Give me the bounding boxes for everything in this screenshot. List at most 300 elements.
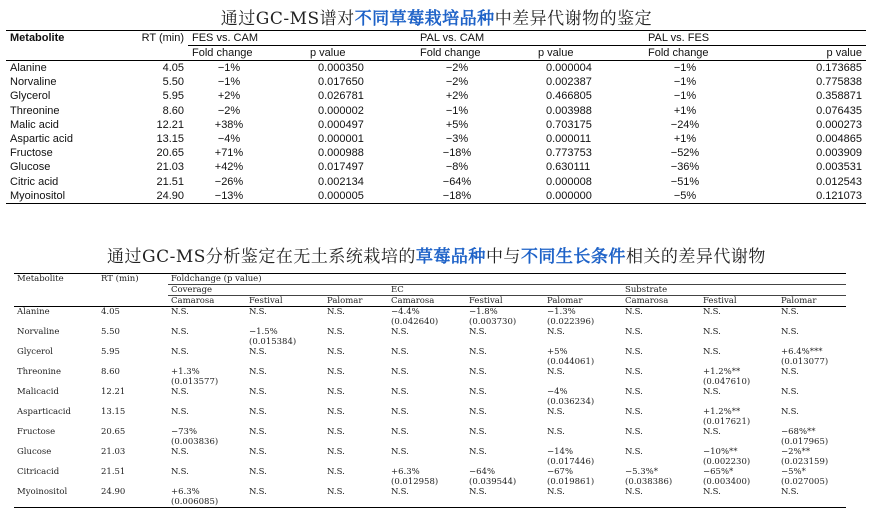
fold-change-value: N.S. [249,487,267,497]
fold-change-cell [246,427,324,447]
fold-change-cell [544,447,622,467]
table-row [6,175,866,189]
t2-header-cultivar: Camarosa [171,296,215,306]
fold-change-value: N.S. [171,387,189,397]
fold-change-value: N.S. [625,307,643,317]
fold-change-value: N.S. [171,447,189,457]
fold-change-value: N.S. [469,347,487,357]
table-row [6,75,866,89]
table-row [6,146,866,160]
fold-change-value: N.S. [391,327,409,337]
fold-change-value: N.S. [781,407,799,417]
retention-time: 12.21 [101,387,126,397]
p-value: 0.017497 [318,161,364,174]
fold-change-value: N.S. [781,367,799,377]
metabolite-name: Glucose [10,161,51,174]
fold-change-cell [778,307,846,327]
fold-change-value: +5% [547,347,568,357]
fold-change-cell [622,347,700,367]
fold-change-cell [544,467,622,487]
fold-change-cell [466,367,544,387]
fold-change-value: +2% [445,90,469,103]
p-value: (0.002230) [703,457,751,467]
fold-change-value: −8% [445,161,469,174]
fold-change-cell [466,467,544,487]
table2-header-row-1 [14,274,846,285]
table-row [6,89,866,103]
fold-change-cell [778,367,846,387]
p-value: 0.703175 [546,118,592,131]
fold-change-value: N.S. [327,367,345,377]
fold-change-cell [544,327,622,347]
metabolite-name: Citric acid [10,175,59,188]
fold-change-value: +38% [214,118,244,131]
table-row [14,407,846,427]
fold-change-cell [388,487,466,507]
p-value: (0.015384) [249,337,297,347]
fold-change-value: −2% [217,104,241,117]
fold-change-cell [544,487,622,507]
metabolite-name: Asparticacid [17,407,71,417]
fold-change-value: +1% [673,104,697,117]
fold-change-value: N.S. [391,347,409,357]
p-value: 0.003909 [816,147,862,160]
fold-change-cell [388,387,466,407]
p-value: 0.004865 [816,133,862,146]
fold-change-cell [700,367,778,387]
fold-change-value: −5%* [781,467,806,477]
fold-change-value: N.S. [249,407,267,417]
fold-change-cell [324,347,388,367]
fold-change-cell [466,387,544,407]
fold-change-value: N.S. [171,347,189,357]
p-value: (0.023159) [781,457,829,467]
fold-change-value: N.S. [249,447,267,457]
retention-time: 21.03 [156,161,184,174]
fold-change-cell [622,327,700,347]
p-value: 0.017650 [318,76,364,89]
fold-change-value: −52% [670,147,700,160]
fold-change-cell [324,387,388,407]
fold-change-cell [246,467,324,487]
retention-time: 4.05 [162,62,184,75]
metabolite-name: Malic acid [10,118,59,131]
metabolite-name: Aspartic acid [10,133,73,146]
fold-change-value: N.S. [703,327,721,337]
fold-change-value: N.S. [249,427,267,437]
fold-change-cell [700,487,778,507]
p-value: 0.000008 [546,175,592,188]
fold-change-cell [246,447,324,467]
table-row [14,427,846,447]
fold-change-value: N.S. [327,427,345,437]
retention-time: 5.95 [101,347,120,357]
fold-change-value: N.S. [703,387,721,397]
retention-time: 12.21 [156,118,184,131]
metabolite-table-growth-conditions [14,273,846,508]
retention-time: 21.51 [156,175,184,188]
fold-change-cell [324,487,388,507]
retention-time: 5.95 [162,90,184,103]
fold-change-value: N.S. [249,387,267,397]
p-value: 0.012543 [816,175,862,188]
fold-change-cell [324,327,388,347]
table-row [6,104,866,118]
t2-header-group-ec: EC [388,285,622,296]
p-value: (0.036234) [547,397,595,407]
fold-change-cell [324,427,388,447]
table-row [6,61,866,76]
fold-change-cell [700,447,778,467]
metabolite-name: Myoinositol [10,189,66,202]
retention-time: 20.65 [101,427,126,437]
header-group-pal-cam: PAL vs. CAM [416,31,644,46]
fold-change-cell [246,307,324,327]
table-row [14,447,846,467]
fold-change-value: −67% [547,467,574,477]
fold-change-value: N.S. [391,447,409,457]
table-row [14,367,846,387]
fold-change-value: N.S. [391,427,409,437]
header-p-value: p value [310,47,346,59]
fold-change-cell [168,407,246,427]
fold-change-value: N.S. [469,407,487,417]
p-value: 0.775838 [816,76,862,89]
fold-change-cell [622,427,700,447]
metabolite-name: Glycerol [10,90,51,103]
p-value: (0.047610) [703,377,751,387]
fold-change-cell [622,487,700,507]
fold-change-value: +1.2%** [703,407,741,417]
fold-change-cell [246,367,324,387]
title1-pre: 通过GC-MS谱对 [220,9,355,29]
metabolite-name: Malicacid [17,387,59,397]
fold-change-value: N.S. [391,487,409,497]
fold-change-value: −5.3%* [625,467,658,477]
header-fold-change: Fold change [420,47,481,59]
p-value: (0.013077) [781,357,829,367]
table-row [14,487,846,507]
fold-change-value: N.S. [547,327,565,337]
p-value: 0.000000 [546,189,592,202]
fold-change-value: −2% [445,62,469,75]
fold-change-cell [700,407,778,427]
p-value: 0.076435 [816,104,862,117]
fold-change-value: N.S. [703,307,721,317]
fold-change-cell [388,427,466,447]
fold-change-cell [544,307,622,327]
t2-header-cultivar: Camarosa [391,296,435,306]
fold-change-cell [168,427,246,447]
fold-change-cell [466,307,544,327]
p-value: 0.002134 [318,175,364,188]
p-value: 0.466805 [546,90,592,103]
retention-time: 8.60 [162,104,184,117]
fold-change-value: +6.3% [171,487,200,497]
fold-change-value: N.S. [547,407,565,417]
fold-change-cell [466,347,544,367]
fold-change-cell [388,407,466,427]
fold-change-cell [700,427,778,447]
p-value: (0.013577) [171,377,219,387]
fold-change-value: N.S. [327,447,345,457]
fold-change-value: −73% [171,427,198,437]
fold-change-value: −26% [214,175,244,188]
fold-change-cell [778,387,846,407]
fold-change-cell [168,307,246,327]
p-value: (0.038386) [625,477,673,487]
table-row [6,132,866,146]
p-value: 0.000988 [318,147,364,160]
fold-change-value: −14% [547,447,574,457]
fold-change-value: N.S. [781,487,799,497]
fold-change-cell [168,327,246,347]
fold-change-value: −2%** [781,447,811,457]
fold-change-cell [388,467,466,487]
header-fold-change: Fold change [192,47,253,59]
fold-change-value: N.S. [327,347,345,357]
fold-change-value: N.S. [547,367,565,377]
table-row [14,307,846,327]
fold-change-value: −51% [670,175,700,188]
fold-change-value: N.S. [703,487,721,497]
fold-change-value: N.S. [249,367,267,377]
p-value: 0.630111 [546,161,591,174]
p-value: (0.022396) [547,317,595,327]
p-value: (0.003400) [703,477,751,487]
fold-change-cell [466,427,544,447]
p-value: 0.000350 [318,62,364,75]
fold-change-value: N.S. [469,367,487,377]
title2-highlight-2: 不同生长条件 [520,247,626,267]
fold-change-value: N.S. [327,407,345,417]
p-value: 0.773753 [546,147,592,160]
t2-header-group-substrate: Substrate [622,285,846,296]
metabolite-name: Norvaline [10,76,57,89]
fold-change-value: N.S. [327,387,345,397]
fold-change-cell [778,467,846,487]
fold-change-value: −1.5% [249,327,278,337]
metabolite-name: Citricacid [17,467,60,477]
fold-change-value: N.S. [171,467,189,477]
fold-change-value: −4% [217,133,241,146]
fold-change-cell [246,347,324,367]
fold-change-value: N.S. [391,367,409,377]
p-value: (0.039544) [469,477,517,487]
fold-change-value: −2% [445,76,469,89]
fold-change-cell [168,447,246,467]
fold-change-cell [700,307,778,327]
t2-header-cultivar: Palomar [781,296,817,306]
fold-change-value: −13% [214,189,244,202]
fold-change-value: N.S. [249,347,267,357]
title2-mid: 中与 [485,247,521,267]
fold-change-cell [388,447,466,467]
fold-change-value: −1% [673,62,697,75]
fold-change-cell [622,467,700,487]
fold-change-cell [324,447,388,467]
fold-change-value: −68%** [781,427,816,437]
fold-change-value: −4% [547,387,568,397]
fold-change-cell [778,427,846,447]
fold-change-value: N.S. [625,387,643,397]
fold-change-cell [622,387,700,407]
table-row [6,118,866,132]
retention-time: 8.60 [101,367,120,377]
p-value: (0.017621) [703,417,751,427]
fold-change-value: −4.4% [391,307,420,317]
fold-change-value: −18% [442,189,472,202]
t2-header-cultivar: Festival [703,296,737,306]
fold-change-value: N.S. [547,487,565,497]
fold-change-value: N.S. [327,327,345,337]
fold-change-value: N.S. [703,347,721,357]
header-p-value: p value [826,47,862,59]
table-row [6,160,866,174]
table-row [14,387,846,407]
p-value: 0.358871 [816,90,862,103]
p-value: 0.000001 [318,133,364,146]
fold-change-cell [778,447,846,467]
fold-change-value: −18% [442,147,472,160]
p-value: (0.003836) [171,437,219,447]
fold-change-value: −65%* [703,467,734,477]
fold-change-cell [168,467,246,487]
t2-header-metabolite: Metabolite [17,274,64,284]
fold-change-value: N.S. [703,427,721,437]
fold-change-cell [778,487,846,507]
fold-change-cell [168,347,246,367]
fold-change-cell [246,327,324,347]
fold-change-value: N.S. [469,447,487,457]
header-group-pal-fes: PAL vs. FES [644,31,866,46]
t2-header-cultivar: Festival [249,296,283,306]
p-value: 0.000273 [816,118,862,131]
fold-change-cell [168,367,246,387]
retention-time: 21.51 [101,467,126,477]
fold-change-value: N.S. [781,307,799,317]
metabolite-name: Myoinositol [17,487,68,497]
metabolite-name: Alanine [10,62,47,75]
retention-time: 24.90 [156,189,184,202]
fold-change-value: +5% [445,118,469,131]
p-value: (0.006085) [171,497,219,507]
header-rt: RT (min) [141,32,184,45]
table-row [6,189,866,203]
fold-change-value: N.S. [781,387,799,397]
fold-change-value: N.S. [391,407,409,417]
metabolite-name: Glycerol [17,347,54,357]
fold-change-cell [700,387,778,407]
title2-pre: 通过GC-MS分析鉴定在无土系统栽培的 [107,247,416,267]
t2-header-group-coverage: Coverage [168,285,388,296]
title2-highlight-1: 草莓品种 [415,247,486,267]
fold-change-value: N.S. [625,367,643,377]
fold-change-value: N.S. [469,387,487,397]
p-value: 0.002387 [546,76,592,89]
metabolite-name: Threonine [17,367,62,377]
fold-change-value: −1.3% [547,307,576,317]
title1-post: 中差异代谢物的鉴定 [494,9,653,29]
fold-change-cell [246,387,324,407]
fold-change-value: −1% [673,90,697,103]
p-value: 0.000005 [318,189,364,202]
fold-change-cell [466,447,544,467]
table1-caption [0,4,873,29]
fold-change-value: −5% [673,189,697,202]
retention-time: 13.15 [156,133,184,146]
table2-header-row-3 [14,296,846,307]
p-value: (0.003730) [469,317,517,327]
p-value: (0.019861) [547,477,595,487]
metabolite-name: Alanine [17,307,50,317]
fold-change-value: −1% [217,62,241,75]
metabolite-name: Norvaline [17,327,60,337]
header-metabolite: Metabolite [10,32,65,45]
fold-change-cell [466,327,544,347]
fold-change-cell [544,387,622,407]
fold-change-value: N.S. [781,327,799,337]
t2-header-rt: RT (min) [101,274,139,284]
retention-time: 20.65 [156,147,184,160]
fold-change-value: −36% [670,161,700,174]
fold-change-value: N.S. [625,427,643,437]
retention-time: 21.03 [101,447,126,457]
retention-time: 4.05 [101,307,120,317]
fold-change-cell [324,407,388,427]
p-value: 0.003531 [816,161,862,174]
fold-change-value: −1% [673,76,697,89]
retention-time: 13.15 [101,407,126,417]
p-value: 0.000004 [546,62,592,75]
retention-time: 5.50 [162,76,184,89]
retention-time: 5.50 [101,327,120,337]
fold-change-value: N.S. [625,487,643,497]
t2-header-cultivar: Camarosa [625,296,669,306]
fold-change-cell [700,467,778,487]
fold-change-cell [168,387,246,407]
p-value: (0.027005) [781,477,829,487]
p-value: 0.000002 [318,104,364,117]
fold-change-value: +1.3% [171,367,200,377]
fold-change-value: N.S. [327,467,345,477]
fold-change-cell [388,327,466,347]
metabolite-name: Fructose [10,147,53,160]
fold-change-value: N.S. [327,487,345,497]
p-value: (0.017446) [547,457,595,467]
p-value: 0.000497 [318,118,364,131]
fold-change-cell [700,347,778,367]
header-fold-change: Fold change [648,47,709,59]
fold-change-value: +6.4%*** [781,347,823,357]
fold-change-value: N.S. [327,307,345,317]
fold-change-value: N.S. [625,447,643,457]
fold-change-cell [544,367,622,387]
p-value: (0.012958) [391,477,439,487]
fold-change-cell [324,467,388,487]
fold-change-cell [246,487,324,507]
metabolite-name: Fructose [17,427,56,437]
fold-change-cell [544,407,622,427]
fold-change-value: +1.2%** [703,367,741,377]
fold-change-value: +6.3% [391,467,420,477]
fold-change-cell [778,327,846,347]
title2-post: 相关的差异代谢物 [625,247,766,267]
fold-change-value: −24% [670,118,700,131]
fold-change-cell [544,427,622,447]
fold-change-cell [622,307,700,327]
t2-header-cultivar: Palomar [547,296,583,306]
